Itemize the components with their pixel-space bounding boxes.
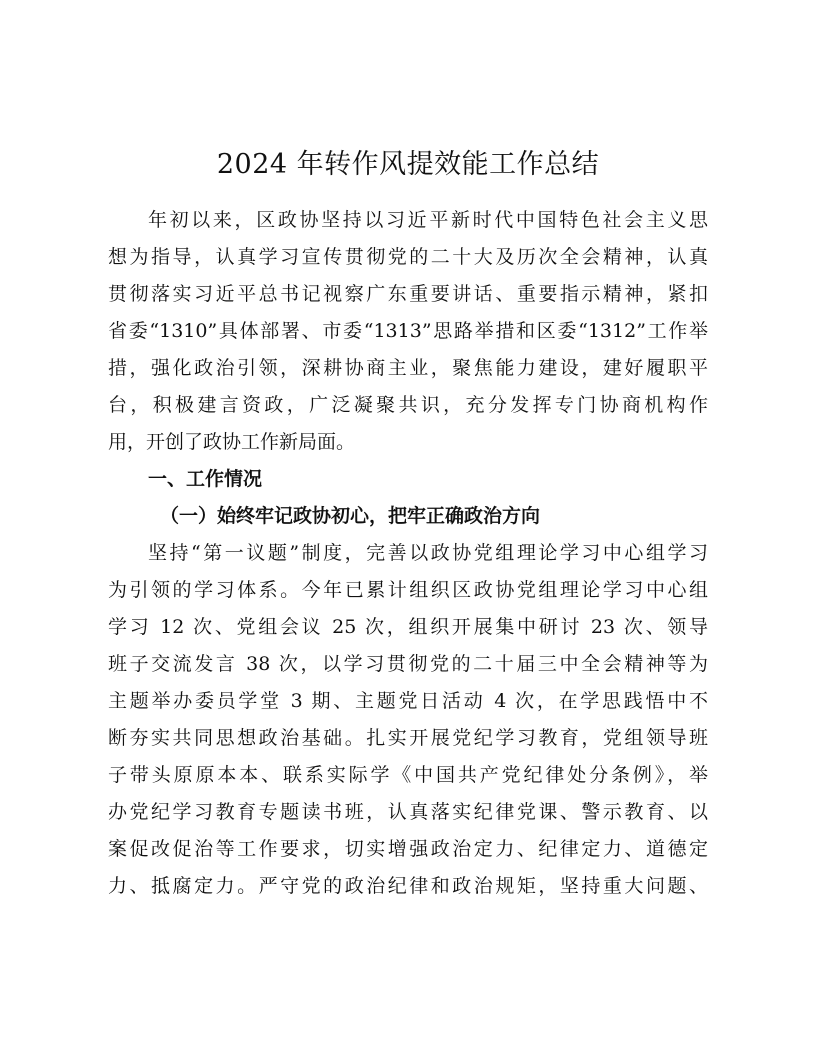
intro-line: 台，积极建言资政，广泛凝聚共识，充分发挥专门协商机构作 [108,394,708,416]
subsection-heading: （一）始终牢记政协初心，把牢正确政治方向 [160,505,541,527]
body-line: 断夯实共同思想政治基础。扎实开展党纪学习教育，党组领导班 [108,727,708,749]
body-line: 为引领的学习体系。今年已累计组织区政协党组理论学习中心组 [108,579,708,601]
intro-line: 年初以来，区政协坚持以习近平新时代中国特色社会主义思 [148,209,708,231]
body-line: 坚持“第一议题”制度，完善以政协党组理论学习中心组学习 [148,542,708,564]
body-paragraph [108,535,708,905]
document-title: 2024 年转作风提效能工作总结 [216,149,600,180]
intro-paragraph [108,202,708,461]
intro-line: 措，强化政治引领，深耕协商主业，聚焦能力建设，建好履职平 [108,357,708,379]
body-line: 办党纪学习教育专题读书班，认真落实纪律党课、警示教育、以 [108,801,708,823]
body-line: 学习 12 次、党组会议 25 次，组织开展集中研讨 23 次、领导 [108,616,708,638]
document-body [108,202,708,905]
body-line: 子带头原原本本、联系实际学《中国共产党纪律处分条例》，举 [108,764,708,786]
body-line: 班子交流发言 38 次，以学习贯彻党的二十届三中全会精神等为 [108,653,708,675]
body-line: 案促改促治等工作要求，切实增强政治定力、纪律定力、道德定 [108,838,708,860]
section-heading: 一、工作情况 [148,468,263,490]
intro-line: 省委“1310”具体部署、市委“1313”思路举措和区委“1312”工作举 [108,320,708,342]
body-line: 力、抵腐定力。严守党的政治纪律和政治规矩，坚持重大问题、 [108,875,708,897]
intro-line: 想为指导，认真学习宣传贯彻党的二十大及历次全会精神，认真 [108,246,708,268]
intro-line: 贯彻落实习近平总书记视察广东重要讲话、重要指示精神，紧扣 [108,283,708,305]
body-line: 主题举办委员学堂 3 期、主题党日活动 4 次，在学思践悟中不 [108,690,708,712]
intro-line: 用，开创了政协工作新局面。 [108,431,356,453]
